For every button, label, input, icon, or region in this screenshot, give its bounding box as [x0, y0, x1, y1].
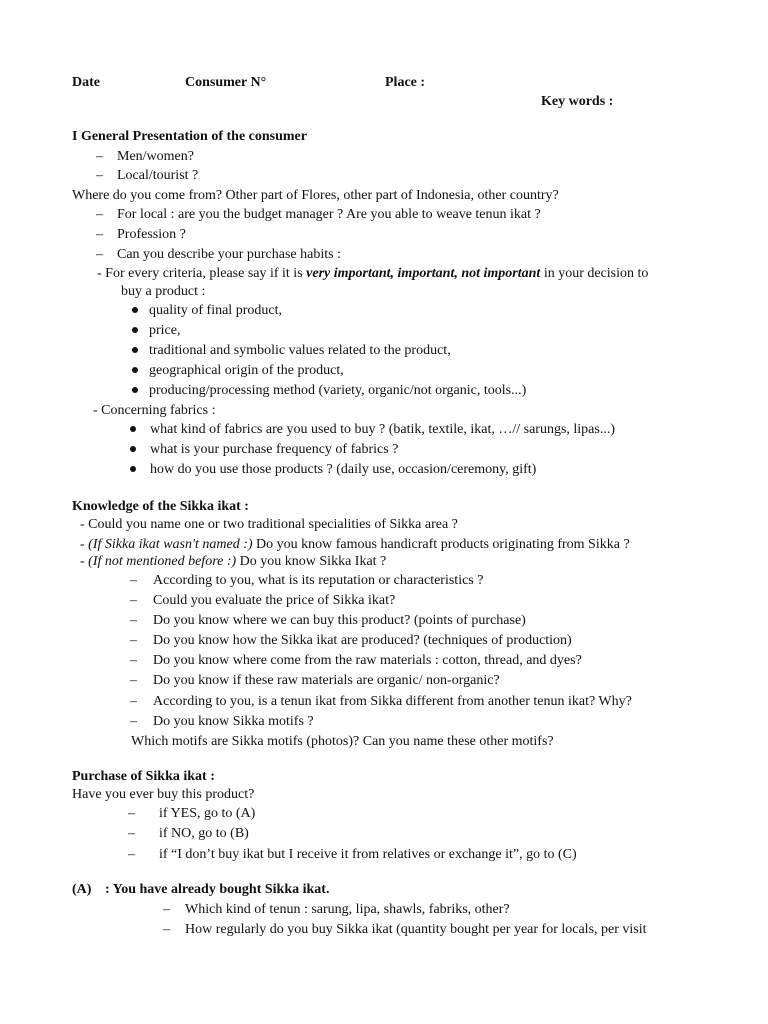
keywords-label: Key words : [541, 94, 614, 109]
purchase-branch: if YES, go to (A) [159, 806, 256, 821]
prefix: - [80, 537, 89, 552]
knowledge-item: Do you know Sikka motifs ? [153, 714, 314, 729]
prefix: - [80, 554, 89, 569]
bullet-dot [132, 307, 138, 313]
criteria-suffix: in your decision to [540, 266, 649, 281]
bullet-dot [130, 446, 136, 452]
criteria-item: geographical origin of the product, [149, 363, 344, 378]
motifs-question: Which motifs are Sikka motifs (photos)? Can you name these other motifs? [131, 734, 554, 749]
question-text: Do you know famous handicraft products originating from Sikka ? [252, 537, 630, 552]
dash-bullet: – [130, 633, 137, 648]
bullet-dot [130, 466, 136, 472]
bullet-dot [132, 327, 138, 333]
knowledge-question [80, 552, 386, 572]
knowledge-item: According to you, what is its reputation or characteristics ? [153, 573, 484, 588]
question-origin: Where do you come from? Other part of Flores, other part of Indonesia, other country? [72, 188, 559, 203]
section-a-title: : You have already bought Sikka ikat. [105, 882, 330, 897]
knowledge-item: Do you know where come from the raw materials : cotton, thread, and dyes? [153, 653, 582, 668]
question-habits: Can you describe your purchase habits : [117, 247, 341, 262]
bullet-dot [132, 347, 138, 353]
conditional-note: (If Sikka ikat wasn't named :) [88, 537, 253, 552]
question-budget: For local : are you the budget manager ? Are you able to weave tenun ikat ? [117, 207, 541, 222]
place-label: Place : [385, 75, 426, 90]
dash-bullet: – [130, 613, 137, 628]
dash-bullet: – [163, 902, 170, 917]
criteria-prefix: - For every criteria, please say if it is [97, 266, 307, 281]
criteria-item: producing/processing method (variety, organic/not organic, tools...) [149, 383, 527, 398]
fabric-item: what is your purchase frequency of fabrics ? [150, 442, 399, 457]
question-text: Do you know Sikka Ikat ? [236, 554, 387, 569]
criteria-item: traditional and symbolic values related to the product, [149, 343, 451, 358]
dash-bullet: – [96, 207, 103, 222]
dash-bullet: – [130, 593, 137, 608]
question-sex: Men/women? [117, 149, 194, 164]
question-local-tourist: Local/tourist ? [117, 168, 199, 183]
section-title-purchase: Purchase of Sikka ikat : [72, 769, 215, 784]
criteria-line [97, 264, 648, 284]
purchase-branch: if “I don’t buy ikat but I receive it from relatives or exchange it”, go to (C) [159, 847, 577, 862]
dash-bullet: – [130, 714, 137, 729]
purchase-branch: if NO, go to (B) [159, 826, 249, 841]
dash-bullet: – [130, 694, 137, 709]
criteria-item: price, [149, 323, 181, 338]
dash-bullet: – [130, 653, 137, 668]
section-title-knowledge: Knowledge of the Sikka ikat : [72, 499, 249, 514]
dash-bullet: – [96, 247, 103, 262]
dash-bullet: – [96, 168, 103, 183]
bullet-dot [132, 387, 138, 393]
bullet-dot [132, 367, 138, 373]
section-a-item: How regularly do you buy Sikka ikat (quantity bought per year for locals, per visit [185, 922, 647, 937]
knowledge-item: Do you know where we can buy this product? (points of purchase) [153, 613, 526, 628]
purchase-question: Have you ever buy this product? [72, 787, 255, 802]
fabric-item: how do you use those products ? (daily use, occasion/ceremony, gift) [150, 462, 537, 477]
dash-bullet: – [96, 227, 103, 242]
dash-bullet: – [128, 826, 135, 841]
bullet-dot [130, 426, 136, 432]
dash-bullet: – [130, 573, 137, 588]
criteria-continuation: buy a product : [121, 284, 206, 299]
fabric-item: what kind of fabrics are you used to buy ? (batik, textile, ikat, …// sarungs, lipas...) [150, 422, 616, 437]
knowledge-item: Do you know how the Sikka ikat are produced? (techniques of production) [153, 633, 572, 648]
date-label: Date [72, 75, 100, 90]
section-a-label: (A) [72, 882, 92, 897]
dash-bullet: – [96, 149, 103, 164]
knowledge-item: Could you evaluate the price of Sikka ikat? [153, 593, 396, 608]
section-title-general: I General Presentation of the consumer [72, 129, 307, 144]
dash-bullet: – [128, 806, 135, 821]
conditional-note: (If not mentioned before :) [88, 554, 237, 569]
question-profession: Profession ? [117, 227, 186, 242]
consumer-number-label: Consumer N° [185, 75, 267, 90]
knowledge-question: - Could you name one or two traditional specialities of Sikka area ? [80, 517, 458, 532]
dash-bullet: – [128, 847, 135, 862]
criteria-emphasis: very important, important, not important [306, 266, 541, 281]
fabrics-title: - Concerning fabrics : [93, 403, 216, 418]
dash-bullet: – [130, 673, 137, 688]
knowledge-item: According to you, is a tenun ikat from Sikka different from another tenun ikat? Why? [153, 694, 632, 709]
dash-bullet: – [163, 922, 170, 937]
section-a-item: Which kind of tenun : sarung, lipa, shawls, fabriks, other? [185, 902, 510, 917]
criteria-item: quality of final product, [149, 303, 282, 318]
knowledge-item: Do you know if these raw materials are organic/ non-organic? [153, 673, 500, 688]
